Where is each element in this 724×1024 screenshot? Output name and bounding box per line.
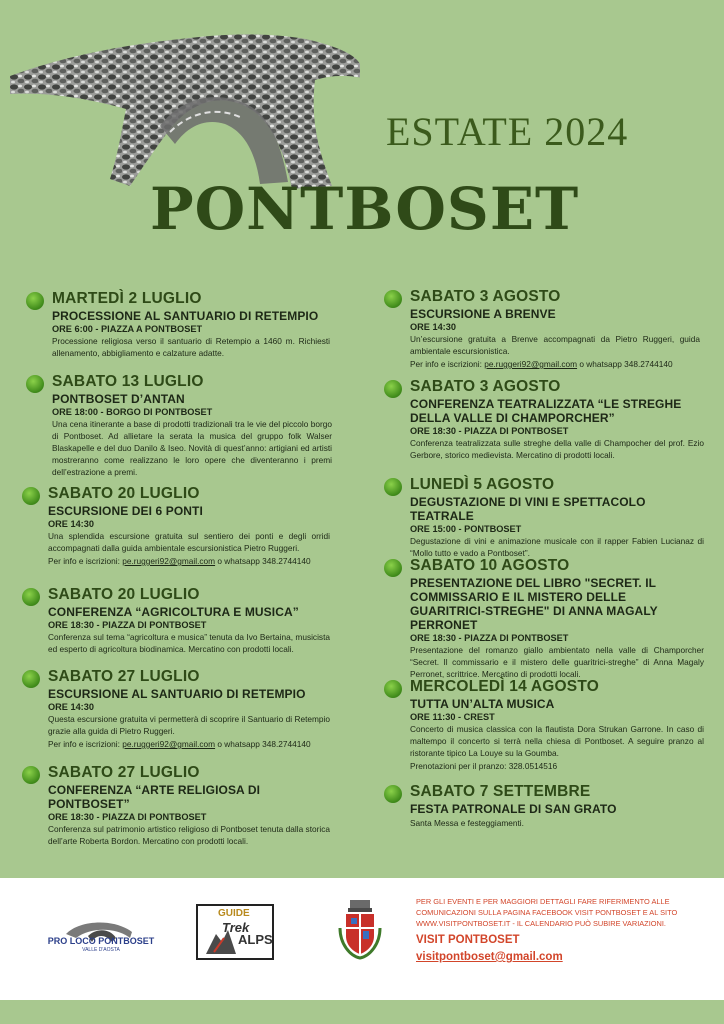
bullet-icon [384, 478, 402, 496]
bullet-icon [384, 380, 402, 398]
event-description: Presentazione del romanzo giallo ambientato nella valle di Champorcher “Secret. Il commissario e il mistero delle guaritrici-streghe” di Anna Magaly Perronet, scrittrice. Mercatino di prodotti locali. [410, 645, 704, 679]
event-time: ORE 14:30 [410, 322, 456, 332]
contact-email-link[interactable]: pe.ruggeri92@gmail.com [122, 739, 216, 749]
event-description: Concerto di musica classica con la flautista Dora Strukan Garrone. In caso di maltempo il concerto si terrà nella chiesa di Pontboset. A seguire pranzo al ristorante tipico La Louye su la Goumba. [410, 724, 704, 758]
event-item [52, 290, 330, 359]
proloco-sublabel: VALLE D'AOSTA [82, 947, 120, 953]
event-item [410, 783, 704, 829]
event-description: Conferenza teatralizzata sulle streghe della valle di Champocher del prof. Ezio Gerbore, storico medievista. Mercatino di prodotti locali. [410, 438, 704, 460]
event-date: SABATO 3 AGOSTO [410, 378, 561, 395]
event-date: SABATO 10 AGOSTO [410, 557, 570, 574]
page-title: PONTBOSET [150, 175, 580, 243]
bridge-illustration [10, 14, 360, 189]
visit-pontboset-label: VISIT PONTBOSET [416, 934, 520, 946]
event-description: Questa escursione gratuita vi permetterà di scoprire il Santuario di Retempio grazie alla guida di Pietro Ruggeri. [48, 714, 330, 736]
event-item [48, 485, 330, 567]
guide-logo-text: ALPS [238, 932, 273, 947]
event-item [48, 586, 330, 655]
bullet-icon [22, 487, 40, 505]
hiker-icon [202, 924, 238, 958]
bullet-icon [26, 292, 44, 310]
event-title: PROCESSIONE AL SANTUARIO DI RETEMPIO [52, 309, 319, 323]
contact-label: Per info e iscrizioni: [48, 739, 123, 749]
event-description: Un’escursione gratuita a Brenve accompagnati da Pietro Ruggeri, guida ambientale escursionistica. [410, 334, 700, 356]
event-time: ORE 18:00 - BORGO DI PONTBOSET [52, 407, 213, 417]
event-title: CONFERENZA “AGRICOLTURA E MUSICA” [48, 605, 299, 619]
event-date: SABATO 20 LUGLIO [48, 586, 200, 603]
event-title: TUTTA UN’ALTA MUSICA [410, 697, 555, 711]
event-item [48, 668, 330, 750]
event-contact [48, 555, 330, 567]
event-time: ORE 18:30 - PIAZZA DI PONTBOSET [48, 812, 207, 822]
event-date: SABATO 13 LUGLIO [52, 373, 204, 390]
event-time: ORE 18:30 - PIAZZA DI PONTBOSET [410, 426, 569, 436]
event-item [410, 288, 700, 370]
event-date: SABATO 27 LUGLIO [48, 764, 200, 781]
footer-bar [0, 1000, 724, 1024]
event-description: Una cena itinerante a base di prodotti tradizionali tra le vie del piccolo borgo di Pontboset. Ad allietare la serata la musica del gruppo folk Walser Blaskapelle e del duo Danilo & Iseo. Novità di quest’anno: artigiani ed artisti mostreranno come realizzano le loro opere che diventeranno i premi dell’estrazione a premi. [52, 419, 332, 477]
bullet-icon [22, 588, 40, 606]
bullet-icon [22, 670, 40, 688]
footer-info-text: PER GLI EVENTI E PER MAGGIORI DETTAGLI FARE RIFERIMENTO ALLE COMUNICAZIONI SULLA PAGINA FACEBOOK VISIT PONTBOSET E AL SITO WWW.VISITPONTBOSET.IT - IL CALENDARIO PUÒ SUBIRE VARIAZIONI. [416, 897, 678, 928]
bullet-icon [22, 766, 40, 784]
event-title: CONFERENZA TEATRALIZZATA “LE STREGHE DELLA VALLE DI CHAMPORCHER” [410, 397, 682, 425]
event-time: ORE 14:30 [48, 702, 94, 712]
event-date: SABATO 20 LUGLIO [48, 485, 200, 502]
event-description: Conferenza sul tema “agricoltura e musica” tenuta da Ivo Bertaina, musicista ed esperto di agricoltura biodinamica. Mercatino con prodotti locali. [48, 632, 330, 654]
event-title: PONTBOSET D’ANTAN [52, 392, 185, 406]
event-date: MERCOLEDÌ 14 AGOSTO [410, 678, 599, 695]
event-description: Degustazione di vini e animazione musicale con il rapper Fabien Lucianaz di “Mollo tutto e vado a Pontboset”. [410, 536, 704, 558]
event-title: PRESENTAZIONE DEL LIBRO "SECRET. IL COMMISSARIO E IL MISTERO DELLE GUARITRICI-STREGHE" DI ANNA MAGALY PERRONET [410, 576, 658, 632]
event-time: ORE 15:00 - PONTBOSET [410, 524, 522, 534]
bullet-icon [384, 559, 402, 577]
footer-email-link[interactable]: visitpontboset@gmail.com [416, 951, 563, 963]
guide-trek-alps-logo [196, 904, 274, 960]
event-description: Una splendida escursione gratuita sul sentiero dei ponti e degli orridi accompagnati dalla guida ambientale escursionistica Pietro Ruggeri. [48, 531, 330, 553]
municipal-crest-icon [336, 898, 384, 960]
contact-phone: o whatsapp 348.2744140 [577, 359, 673, 369]
event-date: MARTEDÌ 2 LUGLIO [52, 290, 202, 307]
contact-label: Per info e iscrizioni: [410, 359, 485, 369]
event-title: FESTA PATRONALE DI SAN GRATO [410, 802, 617, 816]
event-contact [410, 358, 700, 370]
event-item [52, 373, 332, 478]
contact-phone: o whatsapp 348.2744140 [215, 739, 311, 749]
guide-logo-text: GUIDE [218, 908, 250, 919]
event-item [410, 476, 704, 559]
bullet-icon [384, 680, 402, 698]
event-title: ESCURSIONE A BRENVE [410, 307, 556, 321]
event-time: ORE 18:30 - PIAZZA DI PONTBOSET [410, 633, 569, 643]
contact-label: Prenotazioni per il pranzo: 328.0514516 [410, 761, 558, 771]
contact-label: Per info e iscrizioni: [48, 556, 123, 566]
guide-logo-text: Trek [222, 920, 250, 935]
bullet-icon [26, 375, 44, 393]
event-time: ORE 18:30 - PIAZZA DI PONTBOSET [48, 620, 207, 630]
event-title: ESCURSIONE AL SANTUARIO DI RETEMPIO [48, 687, 306, 701]
event-title: CONFERENZA “ARTE RELIGIOSA DI PONTBOSET” [48, 783, 261, 811]
event-item [48, 764, 330, 847]
event-time: ORE 6:00 - PIAZZA A PONTBOSET [52, 324, 203, 334]
event-title: DEGUSTAZIONE DI VINI E SPETTACOLO TEATRALE [410, 495, 646, 523]
event-date: SABATO 3 AGOSTO [410, 288, 561, 305]
contact-phone: o whatsapp 348.2744140 [215, 556, 311, 566]
event-item [410, 378, 704, 461]
contact-email-link[interactable]: pe.ruggeri92@gmail.com [484, 359, 578, 369]
event-title: ESCURSIONE DEI 6 PONTI [48, 504, 203, 518]
event-description: Conferenza sul patrimonio artistico religioso di Pontboset tenuta dalla storica dell’arte Roberta Bordon. Mercatino con prodotti locali. [48, 824, 330, 846]
event-contact [410, 760, 704, 772]
event-time: ORE 11:30 - CREST [410, 712, 495, 722]
event-date: SABATO 27 LUGLIO [48, 668, 200, 685]
bullet-icon [384, 785, 402, 803]
event-contact [48, 738, 330, 750]
event-description: Santa Messa e festeggiamenti. [410, 818, 524, 828]
event-description: Processione religiosa verso il santuario di Retempio a 1460 m. Richiesti allenamento, abbigliamento e calzature adatte. [52, 336, 330, 358]
proloco-label: PRO LOCO PONTBOSET [47, 936, 155, 946]
event-time: ORE 14:30 [48, 519, 94, 529]
event-item [410, 678, 704, 772]
event-date: LUNEDÌ 5 AGOSTO [410, 476, 555, 493]
event-item [410, 557, 704, 680]
bullet-icon [384, 290, 402, 308]
event-date: SABATO 7 SETTEMBRE [410, 783, 591, 800]
contact-email-link[interactable]: pe.ruggeri92@gmail.com [122, 556, 216, 566]
estate-heading: ESTATE 2024 [386, 109, 629, 154]
